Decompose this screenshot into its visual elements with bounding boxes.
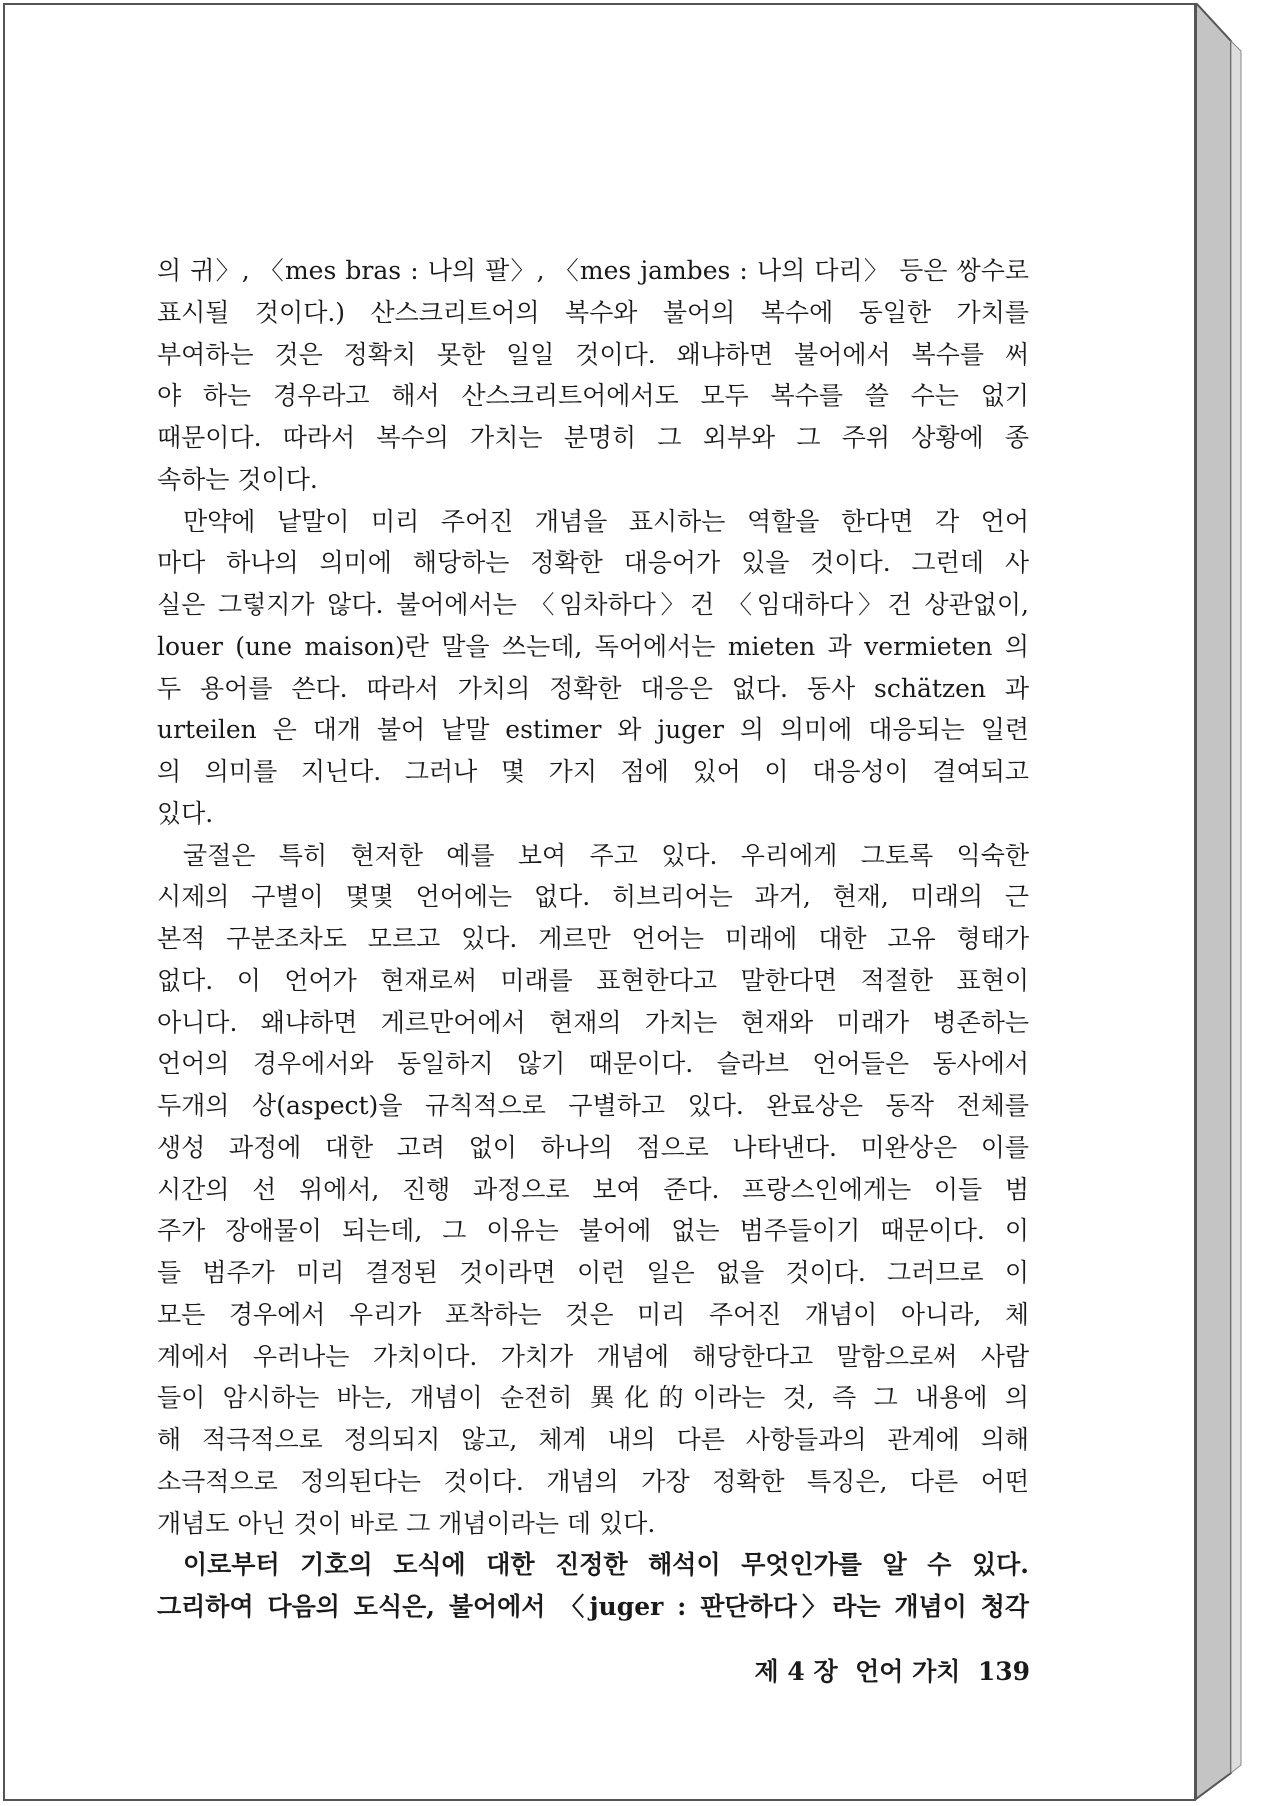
body-text [157, 250, 1029, 1628]
text-line: 있다. [157, 798, 214, 828]
text-line: 마다 하나의 의미에 해당하는 정확한 대응어가 있을 것이다. 그런데 사 [157, 548, 1029, 578]
text-line: 시제의 구별이 몇몇 언어에는 없다. 히브리어는 과거, 현재, 미래의 근 [157, 882, 1029, 912]
text-line: 야 하는 경우라고 해서 산스크리트어에서도 모두 복수를 쓸 수는 없기 [157, 381, 1029, 411]
text-line: louer (une maison)란 말을 쓰는데, 독어에서는 mieten 과 vermieten 의 [157, 631, 1029, 661]
text-line: 없다. 이 언어가 현재로써 미래를 표현한다고 말한다면 적절한 표현이 [157, 965, 1029, 995]
text-line: 생성 과정에 대한 고려 없이 하나의 점으로 나타낸다. 미완상은 이를 [157, 1132, 1029, 1162]
text-line: 때문이다. 따라서 복수의 가치는 분명히 그 외부와 그 주위 상황에 종 [157, 423, 1029, 452]
page-number: 139 [977, 1657, 1030, 1686]
text-line: 속하는 것이다. [157, 464, 318, 494]
text-line: 의 귀〉, 〈mes bras : 나의 팔〉, 〈mes jambes : 나의 다리〉 등은 쌍수로 [157, 256, 1029, 285]
text-line: 언어의 경우에서와 동일하지 않기 때문이다. 슬라브 언어들은 동사에서 [157, 1049, 1029, 1079]
text-line: 개념도 아닌 것이 바로 그 개념이라는 데 있다. [157, 1508, 656, 1538]
running-footer [740, 1652, 1030, 1688]
text-line: 모든 경우에서 우리가 포착하는 것은 미리 주어진 개념이 아니라, 체 [157, 1299, 1029, 1329]
text-line: 굴절은 특히 현저한 예를 보여 주고 있다. 우리에게 그토록 익숙한 [183, 840, 1029, 870]
text-line: 주가 장애물이 되는데, 그 이유는 불어에 없는 범주들이기 때문이다. 이 [157, 1216, 1029, 1246]
text-line: 이로부터 기호의 도식에 대한 진정한 해석이 무엇인가를 알 수 있다. [183, 1550, 1029, 1580]
text-line: 부여하는 것은 정확치 못한 일일 것이다. 왜냐하면 불어에서 복수를 써 [157, 339, 1029, 369]
text-line: urteilen 은 대개 불어 낱말 estimer 와 juger 의 의미에 대응되는 일련 [157, 715, 1029, 745]
text-line: 두 용어를 쓴다. 따라서 가치의 정확한 대응은 없다. 동사 schätzen 과 [157, 673, 1029, 703]
text-line: 아니다. 왜냐하면 게르만어에서 현재의 가치는 현재와 미래가 병존하는 [157, 1007, 1029, 1037]
text-line: 표시될 것이다.) 산스크리트어의 복수와 불어의 복수에 동일한 가치를 [157, 297, 1029, 327]
text-line: 두개의 상(aspect)을 규칙적으로 구별하고 있다. 완료상은 동작 전체를 [157, 1091, 1029, 1120]
footer-title: 언어 가치 [855, 1657, 961, 1686]
text-line: 의 의미를 지닌다. 그러나 몇 가지 점에 있어 이 대응성이 결여되고 [157, 757, 1029, 786]
text-line: 계에서 우러나는 가치이다. 가치가 개념에 해당한다고 말함으로써 사람 [157, 1341, 1029, 1371]
text-line: 만약에 낱말이 미리 주어진 개념을 표시하는 역할을 한다면 각 언어 [183, 506, 1029, 536]
text-line: 실은 그렇지가 않다. 불어에서는 〈임차하다〉건 〈임대하다〉건 상관없이, [157, 590, 1029, 619]
text-line: 그리하여 다음의 도식은, 불어에서 〈juger : 판단하다〉라는 개념이 청각 [157, 1592, 1029, 1621]
text-line: 들 범주가 미리 결정된 것이라면 이런 일은 없을 것이다. 그러므로 이 [157, 1258, 1029, 1287]
page-side-edge [1196, 3, 1275, 1801]
text-line: 들이 암시하는 바는, 개념이 순전히 異化的이라는 것, 즉 그 내용에 의 [157, 1383, 1029, 1413]
text-line: 본적 구분조차도 모르고 있다. 게르만 언어는 미래에 대한 고유 형태가 [157, 924, 1029, 953]
text-line: 시간의 선 위에서, 진행 과정으로 보여 준다. 프랑스인에게는 이들 범 [157, 1174, 1029, 1204]
footer-chapter: 제 4 장 [754, 1657, 838, 1686]
text-line: 해 적극적으로 정의되지 않고, 체계 내의 다른 사항들과의 관계에 의해 [157, 1425, 1029, 1454]
text-line: 소극적으로 정의된다는 것이다. 개념의 가장 정확한 특징은, 다른 어떤 [157, 1466, 1029, 1496]
